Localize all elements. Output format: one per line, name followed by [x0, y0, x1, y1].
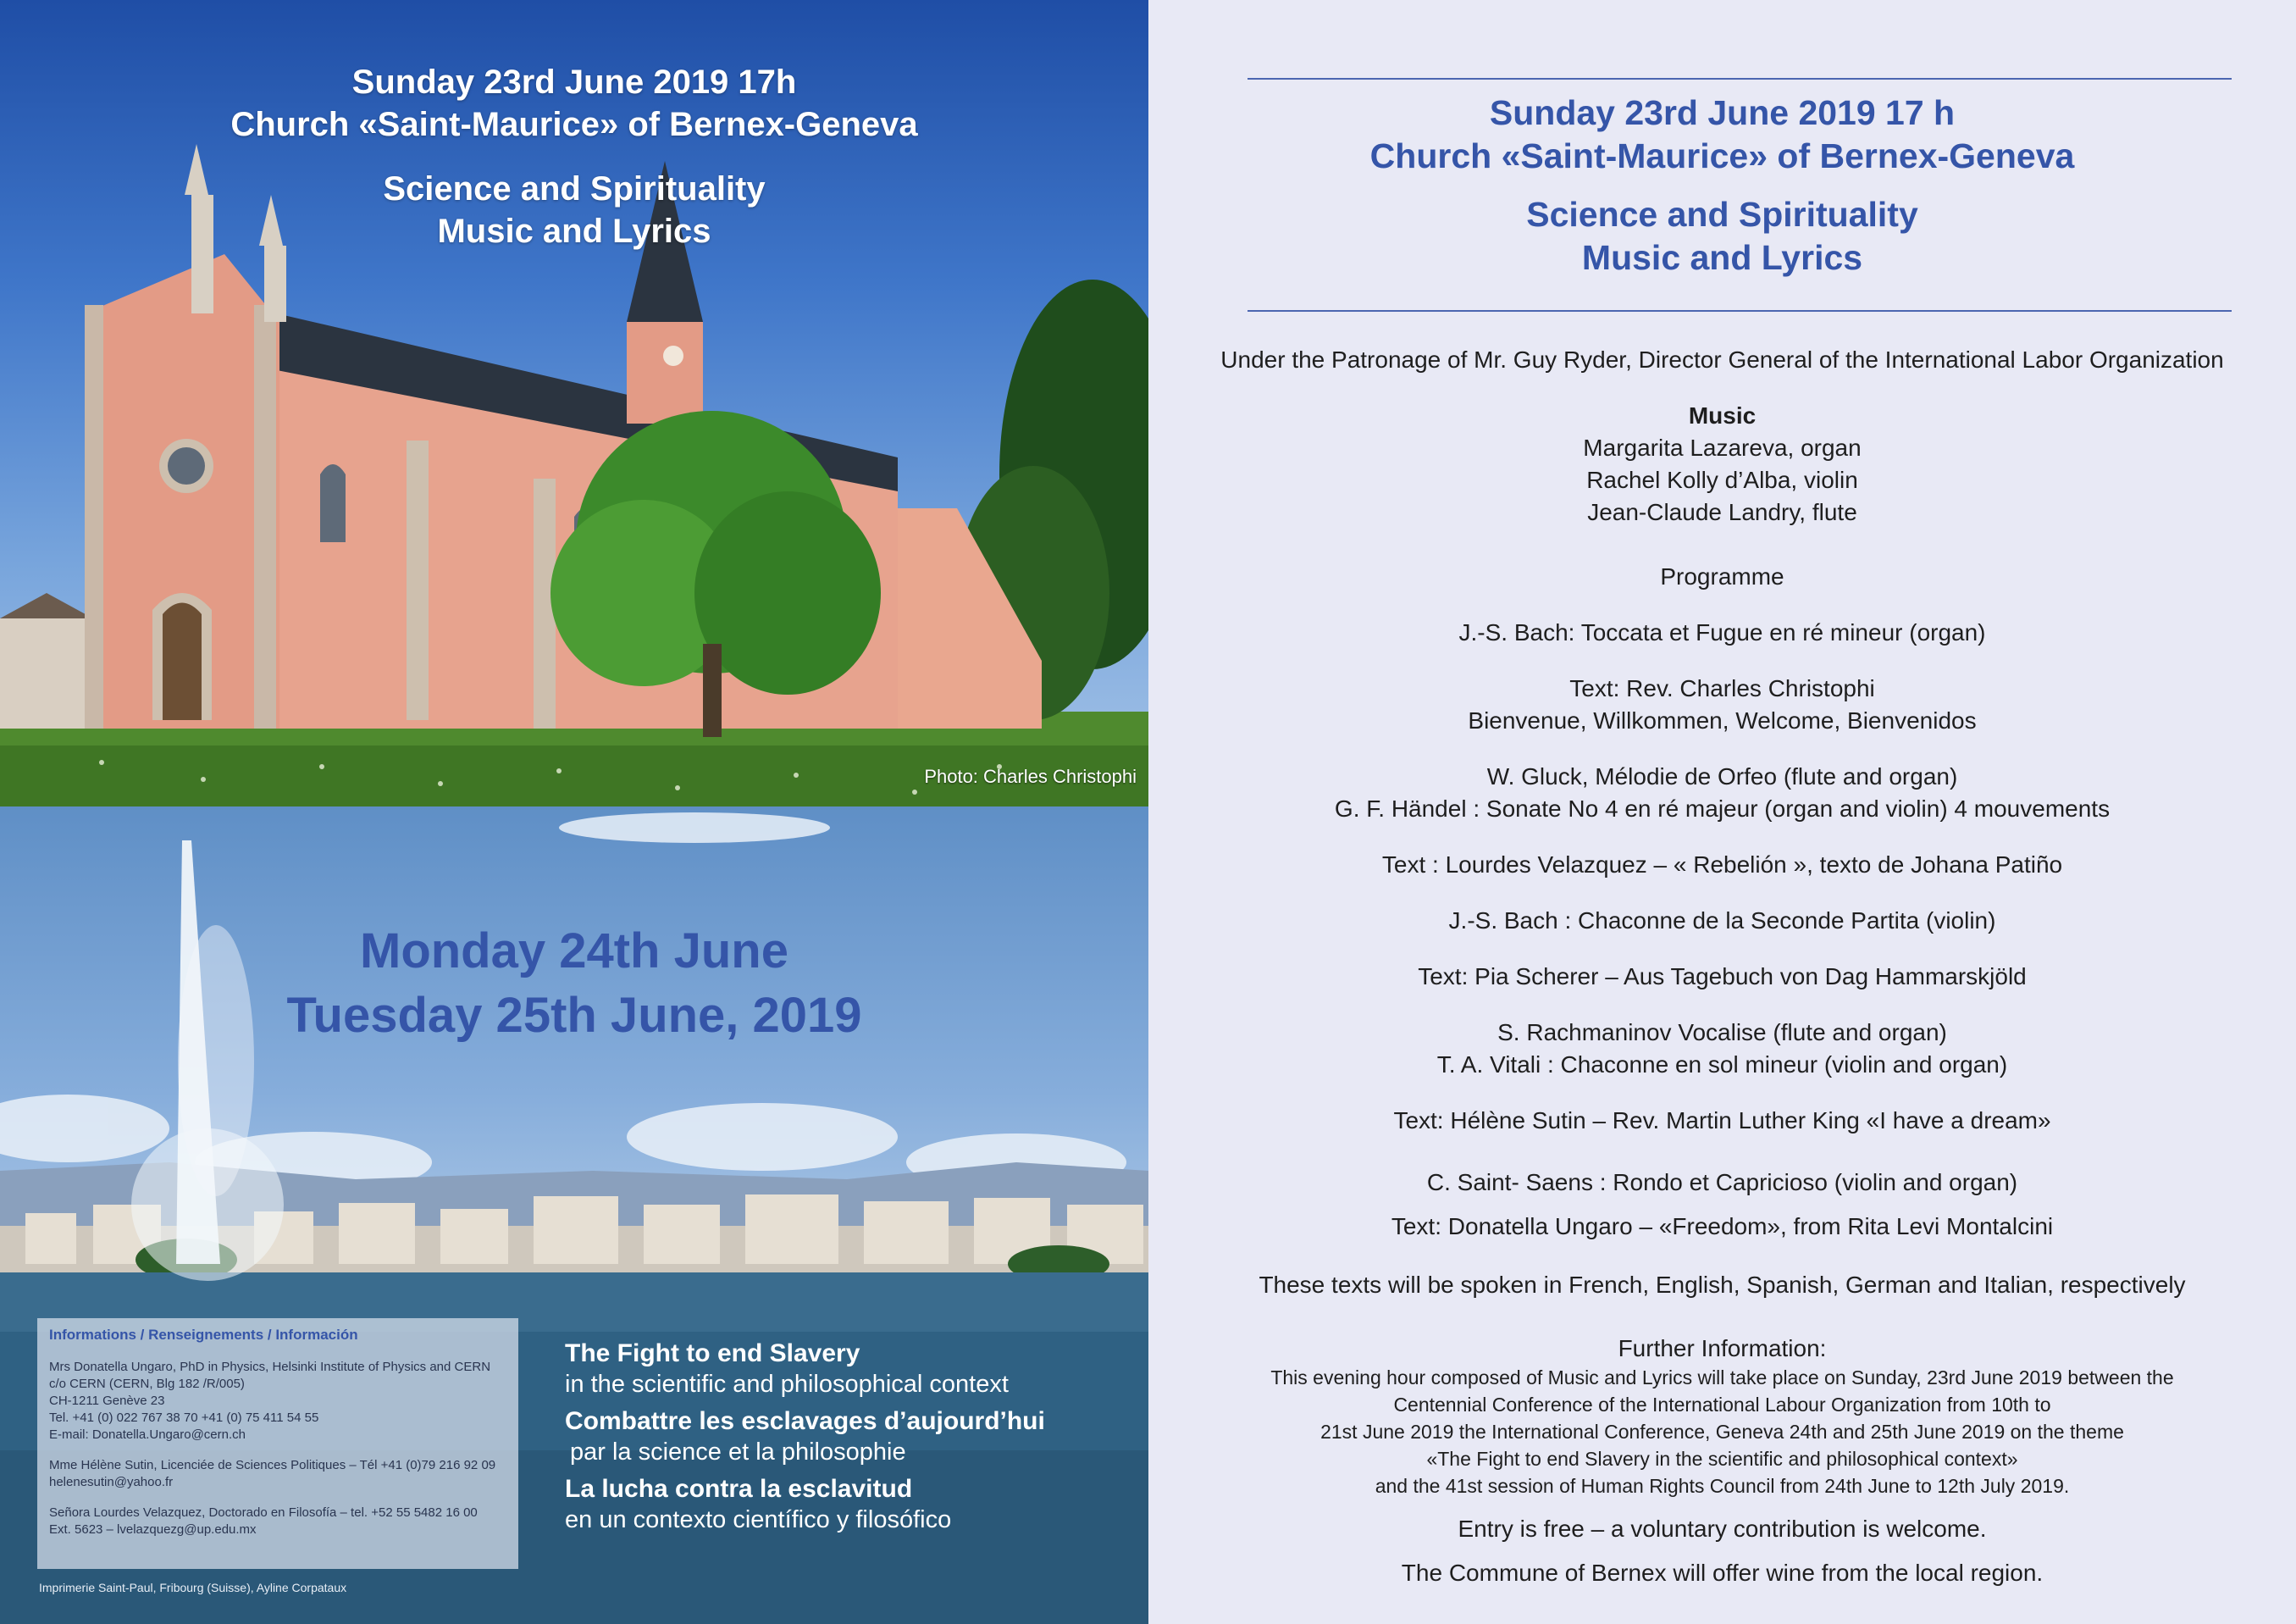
theme-title-fr: Combattre les esclavages d’aujourd’hui	[565, 1407, 1045, 1435]
further-line: 21st June 2019 the International Conference, Geneva 24th and 25th June 2019 on the theme	[1320, 1421, 2124, 1443]
info-line: Señora Lourdes Velazquez, Doctorado en Filosofía – tel. +52 55 5482 16 00	[49, 1505, 478, 1520]
programme-item	[1148, 673, 2296, 737]
entry-note: Entry is free – a voluntary contribution is welcome.	[1458, 1516, 1987, 1542]
top-title-line: Church «Saint-Maurice» of Bernex-Geneva	[230, 106, 918, 143]
right-subtitle-line: Music and Lyrics	[1581, 238, 1863, 277]
top-rule	[1248, 78, 2232, 80]
programme-line: W. Gluck, Mélodie de Orfeo (flute and organ)	[1486, 763, 1958, 790]
further-line: «The Fight to end Slavery in the scientific and philosophical context»	[1426, 1448, 2018, 1470]
photo-credit: Photo: Charles Christophi	[924, 766, 1137, 787]
wine-note: The Commune of Bernex will offer wine from the local region.	[1401, 1560, 2044, 1586]
info-line: helenesutin@yahoo.fr	[49, 1475, 174, 1489]
programme-item	[1148, 1017, 2296, 1081]
top-title-line: Sunday 23rd June 2019 17h	[351, 64, 797, 101]
theme-sub-es: en un contexto científico y filosófico	[565, 1506, 952, 1533]
musician: Margarita Lazareva, organ	[1583, 435, 1862, 461]
programme-line: Text: Rev. Charles Christophi	[1569, 675, 1875, 701]
right-subtitle-line: Science and Spirituality	[1526, 195, 1918, 234]
music-section	[1148, 400, 2296, 529]
further-line: This evening hour composed of Music and Lyrics will take place on Sunday, 23rd June 2019 between the	[1270, 1366, 2174, 1388]
info-line: Ext. 5623 – lvelazquezg@up.edu.mx	[49, 1522, 257, 1537]
programme-item: J.-S. Bach: Toccata et Fugue en ré mineur (organ)	[1458, 619, 1986, 646]
info-line: E-mail: Donatella.Ungaro@cern.ch	[49, 1427, 246, 1442]
programme-item: J.-S. Bach : Chaconne de la Seconde Partita (violin)	[1448, 907, 1996, 934]
languages-note: These texts will be spoken in French, English, Spanish, German and Italian, respectively	[1259, 1272, 2186, 1298]
programme-item	[1148, 761, 2296, 825]
patronage: Under the Patronage of Mr. Guy Ryder, Director General of the International Labor Organization	[1220, 346, 2224, 373]
programme-line: C. Saint- Saens : Rondo et Capricioso (violin and organ)	[1426, 1169, 2018, 1195]
conference-dates	[0, 919, 1148, 1048]
theme-sub-en: in the scientific and philosophical context	[565, 1371, 1009, 1398]
church-photo	[0, 0, 1148, 806]
theme-sub-fr: par la science et la philosophie	[570, 1438, 906, 1466]
further-info	[1148, 1364, 2296, 1499]
programme-item	[1148, 1161, 2296, 1249]
programme-line: G. F. Händel : Sonate No 4 en ré majeur (organ and violin) 4 mouvements	[1334, 795, 2111, 822]
programme-line: Text: Donatella Ungaro – «Freedom», from Rita Levi Montalcini	[1391, 1213, 2054, 1239]
programme-heading: Programme	[1660, 563, 1784, 590]
right-title-line: Sunday 23rd June 2019 17 h	[1489, 93, 1956, 132]
top-subtitle-line: Science and Spirituality	[383, 170, 766, 208]
info-line: CH-1211 Genève 23	[49, 1394, 165, 1408]
info-box	[37, 1318, 518, 1569]
programme-item: Text: Hélène Sutin – Rev. Martin Luther King «I have a dream»	[1393, 1107, 2051, 1133]
top-subtitle-line: Music and Lyrics	[437, 213, 711, 250]
conference-theme	[565, 1339, 1141, 1542]
programme-line: Bienvenue, Willkommen, Welcome, Bienvenidos	[1468, 707, 1977, 734]
theme-title-es: La lucha contra la esclavitud	[565, 1475, 913, 1503]
info-line: Mme Hélène Sutin, Licenciée de Sciences Politiques – Tél +41 (0)79 216 92 09	[49, 1458, 496, 1472]
bottom-rule	[1248, 310, 2232, 312]
info-line: Tel. +41 (0) 022 767 38 70 +41 (0) 75 411 54 55	[49, 1411, 319, 1425]
info-heading: Informations / Renseignements / Información	[49, 1327, 358, 1343]
date-line: Tuesday 25th June, 2019	[286, 988, 862, 1043]
programme-line: T. A. Vitali : Chaconne en sol mineur (violin and organ)	[1436, 1051, 2008, 1078]
musician: Rachel Kolly d’Alba, violin	[1586, 467, 1858, 493]
date-line: Monday 24th June	[360, 923, 788, 978]
music-heading: Music	[1688, 402, 1757, 429]
theme-title-en: The Fight to end Slavery	[565, 1339, 860, 1367]
info-line: Mrs Donatella Ungaro, PhD in Physics, Helsinki Institute of Physics and CERN	[49, 1360, 491, 1374]
top-title	[0, 61, 1148, 146]
programme-line: S. Rachmaninov Vocalise (flute and organ)	[1497, 1019, 1947, 1045]
programme-item: Text : Lourdes Velazquez – « Rebelión », texto de Johana Patiño	[1381, 851, 2063, 878]
programme-item: Text: Pia Scherer – Aus Tagebuch von Dag Hammarskjöld	[1418, 963, 2027, 989]
info-line: c/o CERN (CERN, Blg 182 /R/005)	[49, 1377, 245, 1391]
right-title-line: Church «Saint-Maurice» of Bernex-Geneva	[1369, 136, 2075, 175]
imprint: Imprimerie Saint-Paul, Fribourg (Suisse), Ayline Corpataux	[39, 1581, 347, 1594]
further-line: Centennial Conference of the International Labour Organization from 10th to	[1393, 1394, 2051, 1416]
right-title	[1148, 91, 2296, 178]
further-heading: Further Information:	[1618, 1335, 1827, 1361]
right-subtitle	[1148, 193, 2296, 280]
further-line: and the 41st session of Human Rights Council from 24th June to 12th July 2019.	[1375, 1475, 2070, 1497]
top-subtitle	[0, 168, 1148, 252]
musician: Jean-Claude Landry, flute	[1587, 499, 1857, 525]
